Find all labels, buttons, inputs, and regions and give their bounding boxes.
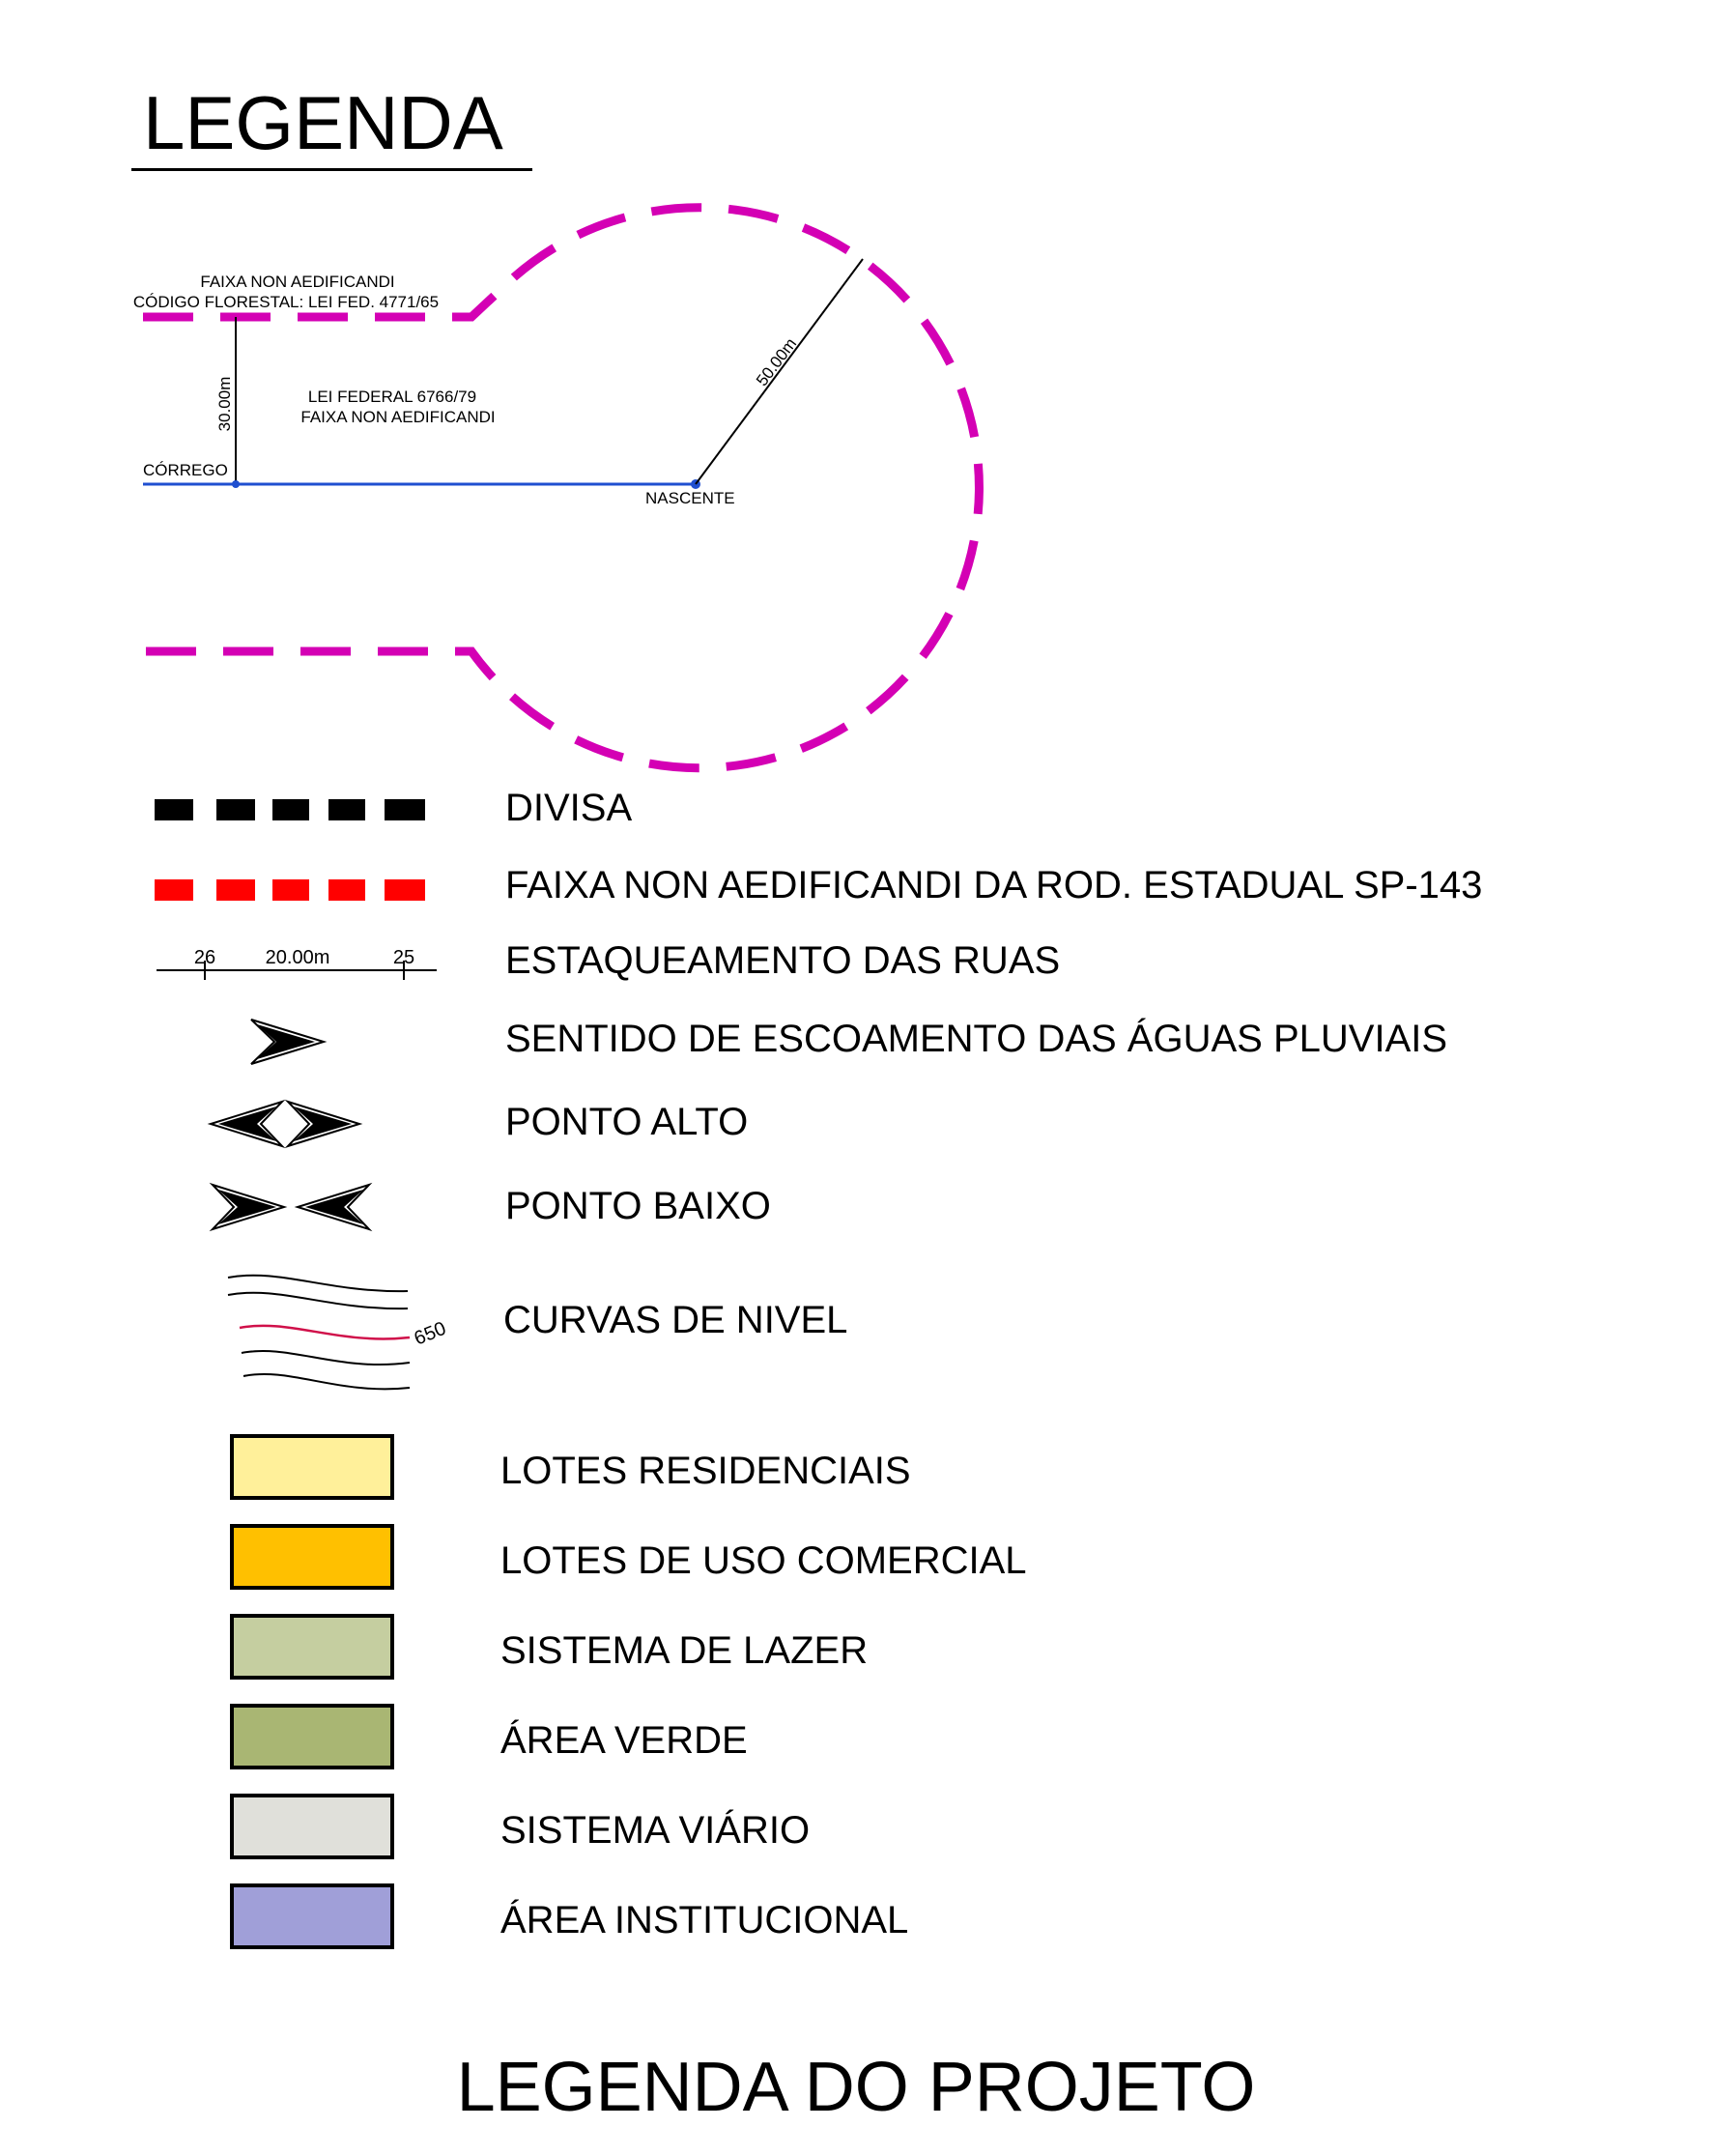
sentido-label: SENTIDO DE ESCOAMENTO DAS ÁGUAS PLUVIAIS (505, 1018, 1448, 1060)
faixa-rod-label: FAIXA NON AEDIFICANDI DA ROD. ESTADUAL SP-143 (505, 864, 1483, 906)
label-area-institucional: ÁREA INSTITUCIONAL (500, 1899, 909, 1941)
faixa-rod-symbol (155, 879, 425, 901)
label-area-verde: ÁREA VERDE (500, 1719, 748, 1762)
ponto-alto-label: PONTO ALTO (505, 1101, 749, 1143)
swatch-sistema-lazer (230, 1614, 394, 1680)
legend-symbols (0, 773, 502, 1411)
label-sistema-lazer: SISTEMA DE LAZER (500, 1629, 869, 1672)
estaca-distance-label: 20.00m (265, 947, 330, 968)
swatch-lotes-residenciais (230, 1434, 394, 1500)
flow-arrow-icon (251, 1020, 324, 1064)
dimension-50m-label: 50.00m (752, 334, 801, 390)
lei-label-2: FAIXA NON AEDIFICANDI (300, 408, 496, 426)
ponto-baixo-label: PONTO BAIXO (505, 1185, 771, 1227)
swatch-area-verde (230, 1704, 394, 1769)
swatch-lotes-comercial (230, 1524, 394, 1590)
curvas-label: CURVAS DE NIVEL (503, 1299, 848, 1341)
footer-title: LEGENDA DO PROJETO (456, 2049, 1256, 2126)
divisa-label: DIVISA (505, 787, 633, 829)
contour-value-label: 650 (411, 1317, 449, 1350)
estaca-25-label: 25 (392, 947, 415, 968)
dimension-30m-label: 30.00m (215, 376, 234, 432)
non-aedificandi-diagram (0, 0, 1712, 792)
ponto-alto-icon (211, 1102, 359, 1146)
label-lotes-comercial: LOTES DE USO COMERCIAL (500, 1539, 1027, 1582)
faixa-label-1: FAIXA NON AEDIFICANDI (200, 273, 395, 291)
swatch-area-institucional (230, 1883, 394, 1949)
corrego-label: CÓRREGO (143, 461, 228, 479)
ponto-baixo-icon (213, 1185, 369, 1229)
estaqueamento-label: ESTAQUEAMENTO DAS RUAS (505, 939, 1061, 982)
non-aedificandi-boundary (143, 208, 979, 768)
divisa-symbol (155, 799, 425, 820)
nascente-label: NASCENTE (645, 489, 735, 507)
corrego-point (232, 480, 240, 488)
swatch-sistema-viario (230, 1794, 394, 1859)
estaca-26-label: 26 (193, 947, 216, 968)
lei-label-1: LEI FEDERAL 6766/79 (307, 388, 477, 406)
legend-title: LEGENDA (143, 80, 503, 165)
faixa-label-2: CÓDIGO FLORESTAL: LEI FED. 4771/65 (132, 293, 440, 311)
contour-lines-icon (228, 1276, 410, 1390)
label-sistema-viario: SISTEMA VIÁRIO (500, 1809, 811, 1852)
label-lotes-residenciais: LOTES RESIDENCIAIS (500, 1450, 911, 1492)
